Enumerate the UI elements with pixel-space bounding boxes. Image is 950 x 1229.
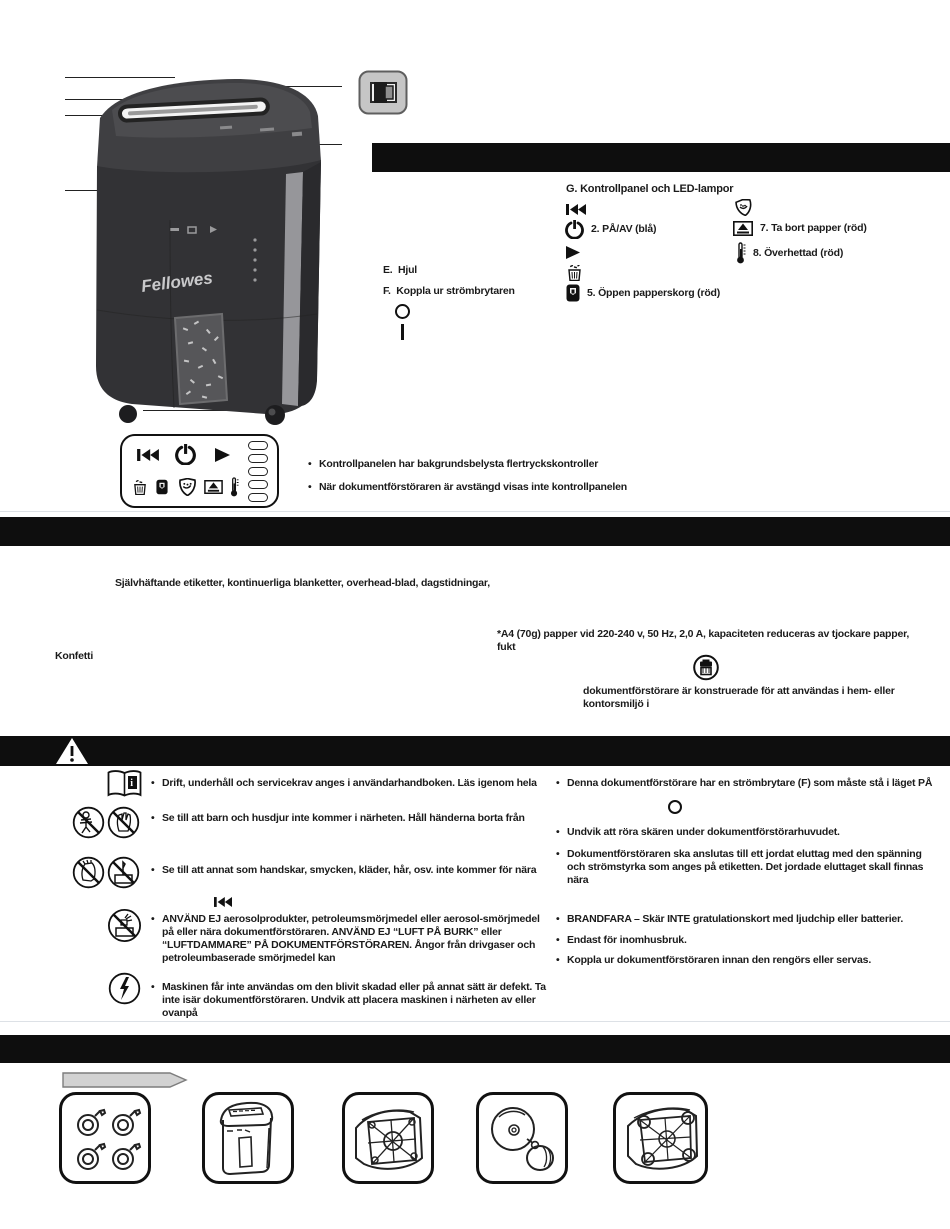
svg-text:i: i [130, 778, 133, 789]
no-loose-items-icon [107, 856, 140, 889]
gray-arrow-banner [62, 1071, 188, 1089]
power-icon [565, 220, 584, 239]
manual-book-icon [107, 770, 142, 798]
spec-will-not-shred: Självhäftande etiketter, kontinuerliga blanketter, overhead-blad, dagstidningar, [115, 577, 490, 589]
forward-icon [215, 448, 230, 462]
section-header-bar [372, 143, 950, 172]
safety-shield-icon [735, 199, 753, 216]
warning-item: • ANVÄND EJ aerosolprodukter, petroleumsmörjmedel eller aerosol-smörjmedel på eller nära dokumentförstöraren. ANVÄND EJ “LUFT PÅ BURK” eller “LUFTDAMMARE” PÅ DOKUMENTFÖRSTÖRAREN. Ångor från drivgaser och petroleumbaserade smörjmedel kan [151, 913, 551, 965]
safety-shield-icon [178, 478, 197, 496]
panel-legend-title: G. Kontrollpanel och LED-lampor [566, 183, 734, 195]
section-header-bar [0, 517, 950, 546]
warning-item: • Undvik att röra skären under dokumentförstörarhuvudet. [556, 826, 941, 839]
warning-item: • Endast för inomhusbruk. [556, 934, 941, 947]
remove-paper-icon [204, 480, 223, 494]
no-aerosol-icon [107, 908, 142, 943]
step-icon-base-with-casters [613, 1092, 708, 1184]
legend-item-e: E. Hjul [383, 264, 417, 276]
warning-header-bar [0, 736, 950, 766]
panel-note: • När dokumentförstöraren är avstängd visas inte kontrollpanelen [308, 481, 648, 494]
reverse-icon [214, 897, 232, 907]
warning-item: • BRANDFARA – Skär INTE gratulationskort med ljudchip eller batterier. [556, 913, 941, 926]
no-hands-icon [107, 806, 140, 839]
step-icon-four-casters [59, 1092, 151, 1184]
power-icon [175, 444, 196, 465]
spec-capacity-note: *A4 (70g) papper vid 220-240 v, 50 Hz, 2,0 A, kapaciteten reduceras av tjockare papper, fukt [497, 628, 910, 653]
overheat-icon [230, 477, 239, 497]
switch-on-symbol [401, 324, 404, 340]
panel-note: • Kontrollpanelen har bakgrundsbelysta flertryckskontroller [308, 458, 638, 471]
reverse-icon [137, 449, 159, 461]
overheat-icon [736, 242, 746, 264]
wastebasket-icon [133, 480, 147, 495]
switch-off-symbol [395, 304, 410, 319]
shredder-illustration [70, 70, 342, 428]
led-indicator [248, 480, 268, 489]
led-indicator [248, 441, 268, 450]
forward-icon [566, 246, 580, 259]
bin-open-icon [566, 284, 580, 302]
electric-hazard-icon [108, 972, 141, 1005]
section-header-bar [0, 1035, 950, 1063]
step-icon-caster-insert [476, 1092, 568, 1184]
warning-item: • Maskinen får inte användas om den blivit skadad eller på annat sätt är defekt. Ta inte isär dokumentförstöraren. Undvik att placera maskinen i närheten av eller ovanpå [151, 981, 551, 1020]
led-indicator [248, 454, 268, 463]
led-indicator-column [248, 441, 268, 506]
panel-legend-label: 7. Ta bort papper (röd) [760, 222, 867, 234]
warning-item: • Denna dokumentförstörare har en strömbrytare (F) som måste stå i läget PÅ [556, 777, 941, 790]
led-indicator [248, 493, 268, 502]
separator-line [0, 1021, 950, 1022]
panel-legend-label: 8. Överhettad (röd) [753, 246, 844, 259]
spec-environment-note: dokumentförstörare är konstruerade för att användas i hem- eller kontorsmiljö i [583, 685, 895, 710]
reverse-icon [566, 204, 586, 215]
svg-text:Fellowes: Fellowes [140, 268, 214, 296]
power-switch-icon [358, 70, 408, 115]
step-icon-base-tilted [342, 1092, 434, 1184]
switch-off-symbol [668, 800, 682, 814]
bin-open-icon [156, 479, 168, 495]
spec-cut-type: Konfetti [55, 650, 94, 662]
separator-line [0, 511, 950, 512]
warning-triangle-icon [55, 737, 89, 765]
legend-item-f: F. Koppla ur strömbrytaren [383, 285, 515, 297]
warning-item: • Dokumentförstöraren ska anslutas till ett jordat eluttag med den spänning och strömstyrka som anges på etiketten. Det jordade eluttaget skall finnas nära [556, 848, 941, 887]
control-panel-diagram [120, 434, 279, 508]
warning-item: • Se till att barn och husdjur inte kommer i närheten. Håll händerna borta från [151, 812, 543, 825]
wastebasket-icon [567, 265, 582, 281]
led-indicator [248, 467, 268, 476]
warning-item: • Koppla ur dokumentförstöraren innan den rengörs eller servas. [556, 954, 941, 967]
home-office-icon [693, 654, 719, 681]
no-children-icon [72, 806, 105, 839]
panel-legend-label: 2. PÅ/AV (blå) [591, 223, 657, 235]
remove-paper-icon [733, 221, 753, 236]
warning-item: • Se till att annat som handskar, smycken, kläder, hår, osv. inte kommer för nära [151, 864, 551, 877]
step-icon-shredder-front [202, 1092, 294, 1184]
warning-item: • Drift, underhåll och servicekrav anges i användarhandboken. Läs igenom hela [151, 777, 543, 790]
no-gloves-icon [72, 856, 105, 889]
panel-legend-label: 5. Öppen papperskorg (röd) [587, 286, 721, 299]
